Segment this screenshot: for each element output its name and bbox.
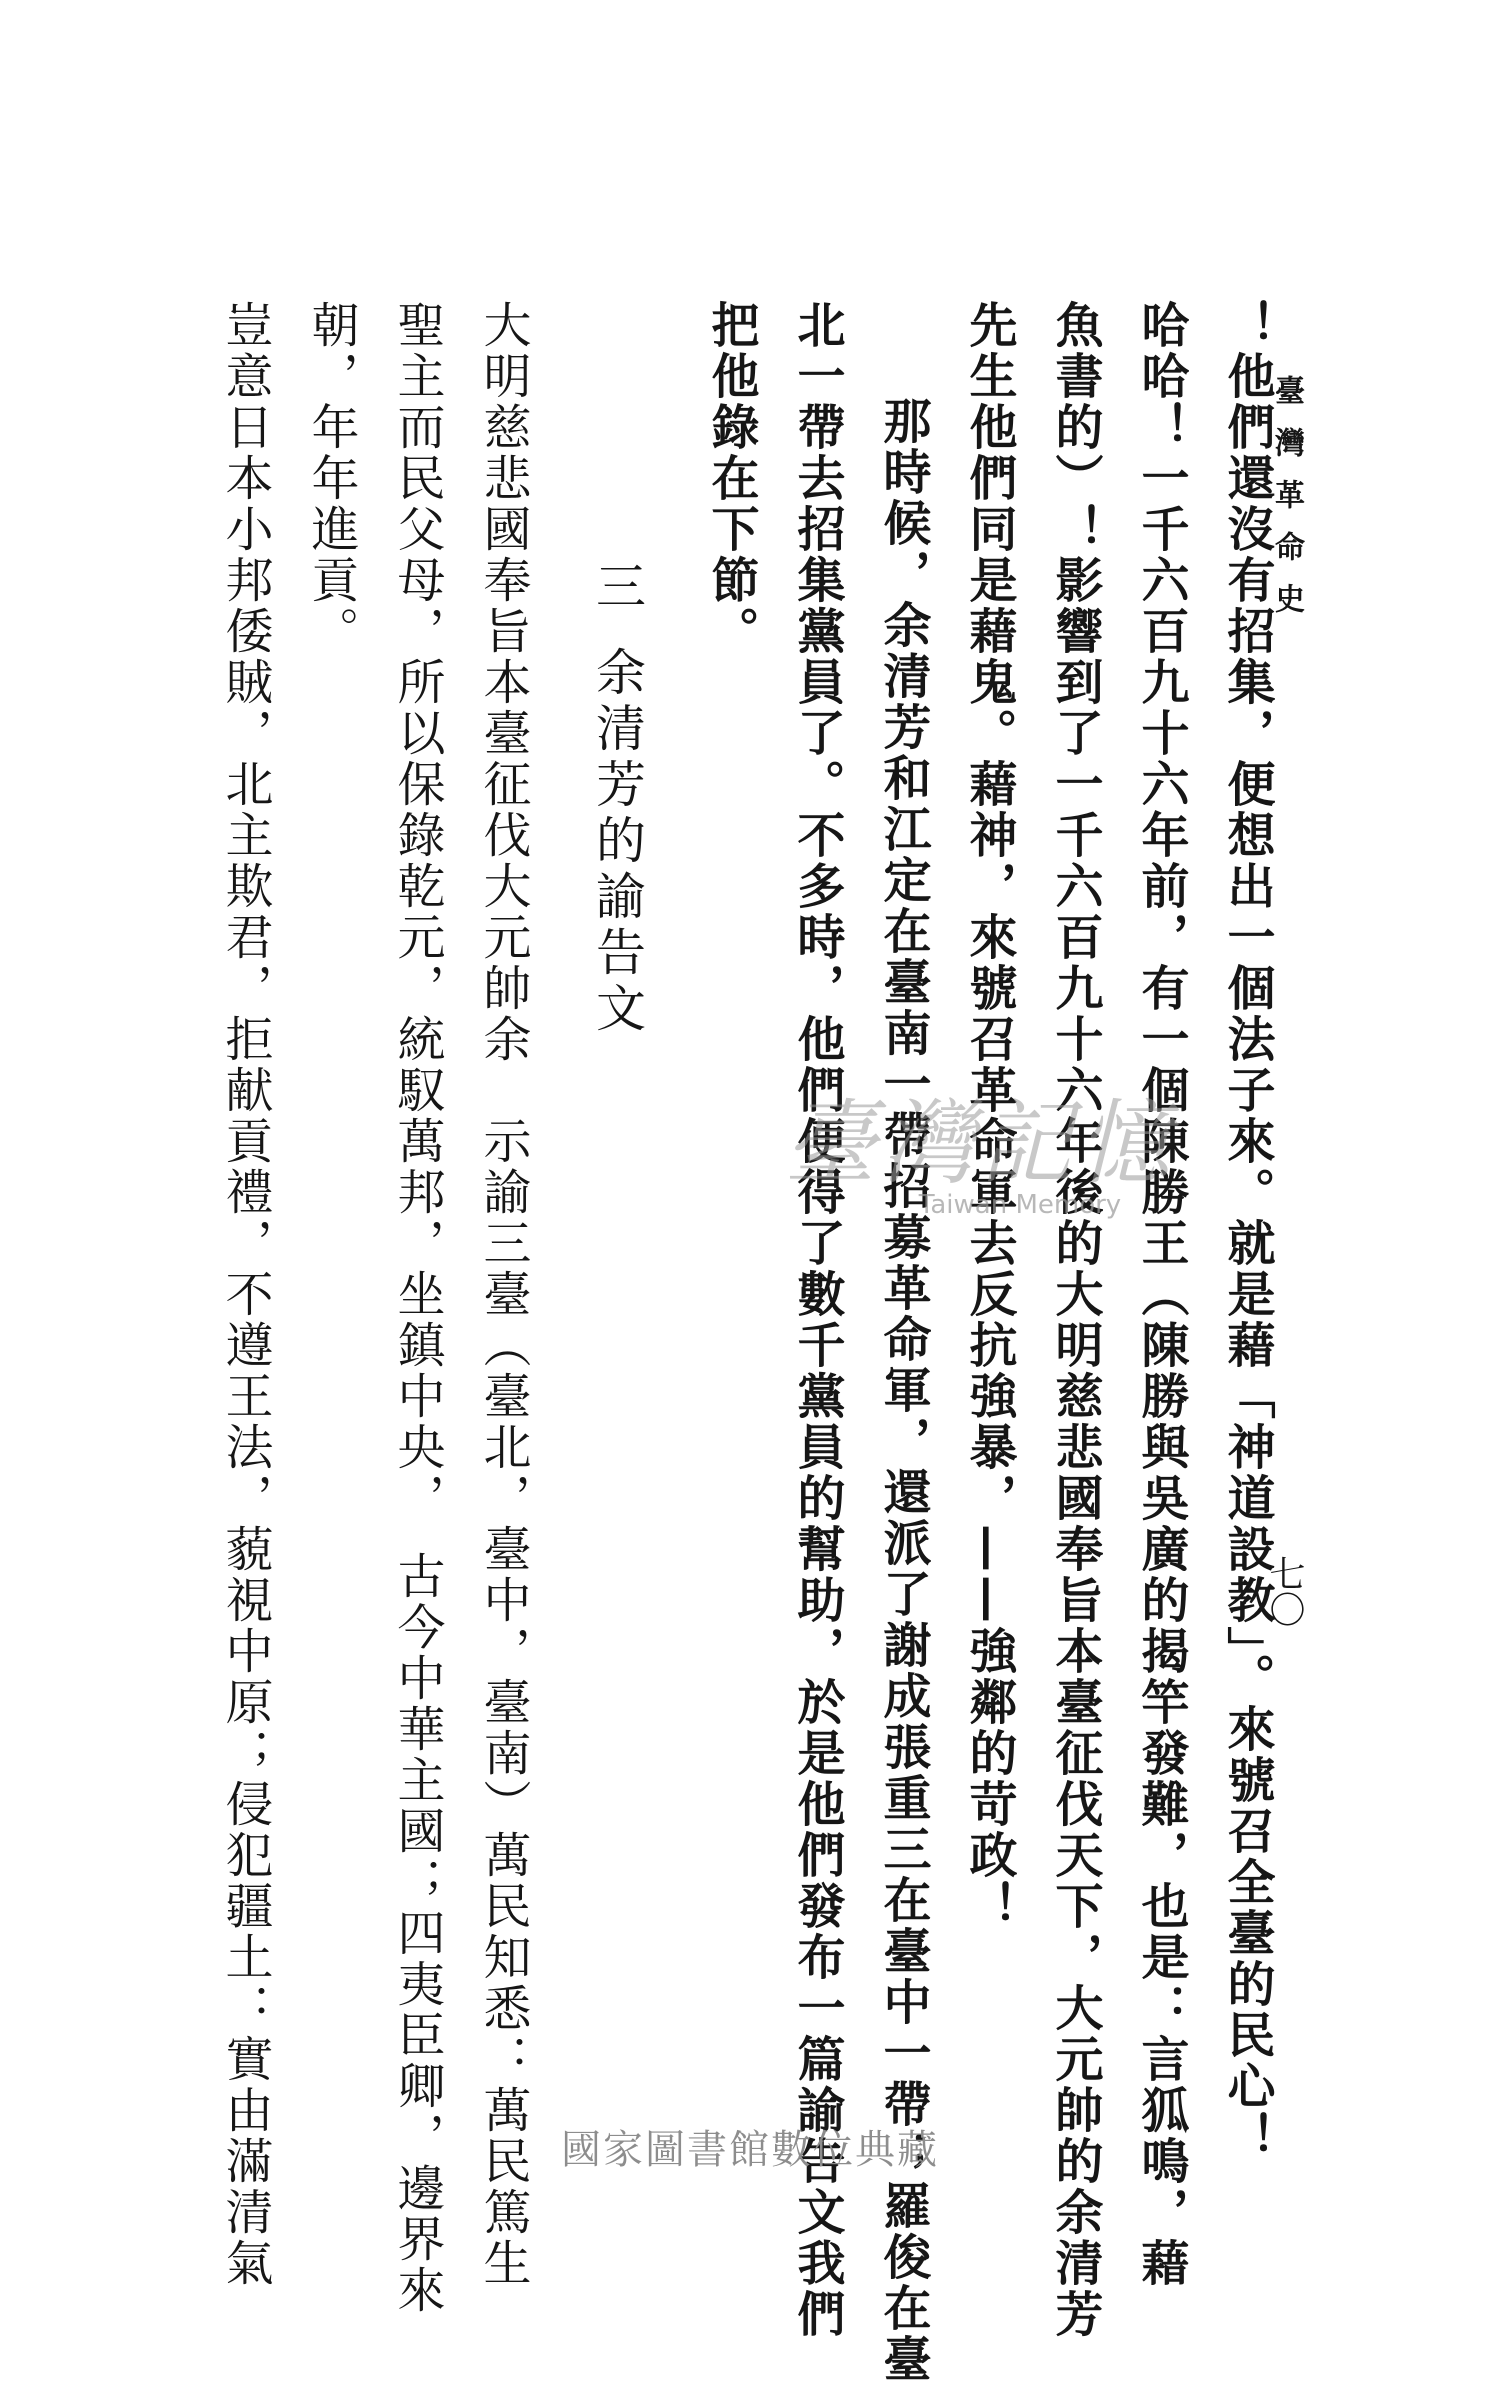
watermark-subtext: Taiwan Memory xyxy=(918,1190,1122,1220)
text-column: 那時候，余清芳和江定在臺南一帶招募革命軍，還派了謝成張重三在臺中一帶；羅俊在臺 xyxy=(875,396,931,2385)
section-title: 余清芳的諭告文 xyxy=(588,646,646,1038)
watermark-text: 臺灣記憶 xyxy=(783,1095,1177,1197)
proclamation-column: 大明慈悲國奉旨本臺征伐大元帥余 示諭三臺（臺北，臺中，臺南）萬民知悉：萬民篤生 xyxy=(475,300,531,2289)
text-column: 先生他們同是藉鬼。藉神，來號召革命軍去反抗強暴，——強鄰的苛政！ xyxy=(961,300,1017,1932)
running-head: 臺灣革命史 xyxy=(1269,375,1304,635)
text-column: 魚書的）！影響到了一千六百九十六年後的大明慈悲國奉旨本臺征伐天下，大元帥的余清芳 xyxy=(1047,300,1103,2340)
page-number: 七〇 xyxy=(1264,1555,1305,1627)
section-heading xyxy=(574,300,660,2020)
proclamation-column: 朝，年年進貢。 xyxy=(303,300,359,657)
text-column: 北一帶去招集黨員了。不多時，他們便得了數千黨員的幫助，於是他們發布一篇諭告文我們 xyxy=(789,300,845,2340)
text-column: 把他錄在下節。 xyxy=(703,300,759,657)
proclamation-column: 豈意日本小邦倭賊，北主欺君，拒献貢禮，不遵王法，藐視中原；侵犯疆土：實由滿清氣 xyxy=(217,300,273,2289)
section-number: 三 xyxy=(588,560,646,616)
text-column: 哈哈！一千六百九十六年前，有一個陳勝王（陳勝與吳廣的揭竿發難，也是：言狐鳴，藉 xyxy=(1133,300,1189,2289)
text-column: ！他們還沒有招集，便想出一個法子來。就是藉「神道設教」。來號召全臺的民心！ xyxy=(1219,300,1275,2163)
proclamation-column: 聖主而民父母，所以保錄乾元，統馭萬邦，坐鎮中央， 古今中華主國；四夷臣卿，邊界來 xyxy=(389,300,445,2316)
footer-credit: 國家圖書館數位典藏 xyxy=(561,2127,939,2173)
